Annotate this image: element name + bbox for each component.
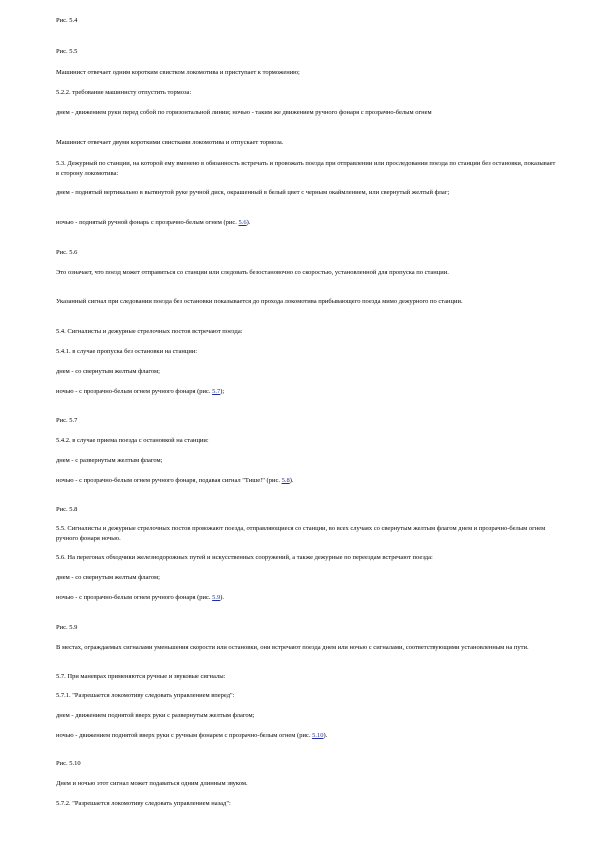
paragraph: 5.4. Сигналисты и дежурные стрелочных постов встречают поезда:	[56, 328, 243, 335]
paragraph	[56, 731, 556, 741]
paragraph-text: ночью - движением поднятой вверх руки с ручным фонарем с прозрачно-белым огнем (рис.	[56, 732, 313, 739]
figure-link[interactable]: 5.10	[312, 732, 324, 739]
figure-caption: Рис. 5.8	[56, 506, 78, 513]
paragraph-text: ).	[323, 732, 328, 739]
paragraph: 5.4.1. в случае пропуска без остановки на станции:	[56, 348, 198, 355]
figure-link[interactable]: 5.7	[212, 388, 221, 395]
paragraph: Днем и ночью этот сигнал может подаваться одним длинным звуком.	[56, 780, 248, 787]
figure-caption: Рис. 5.4	[56, 17, 78, 24]
paragraph	[56, 387, 556, 397]
figure-caption: Рис. 5.5	[56, 48, 78, 55]
paragraph-text: ночью - поднятый ручной фонарь с прозрачно-белым огнем (рис.	[56, 219, 239, 226]
figure-caption: Рис. 5.10	[56, 760, 81, 767]
paragraph-text: );	[220, 388, 225, 395]
paragraph	[56, 476, 556, 486]
paragraph-text: ).	[289, 477, 294, 484]
figure-link[interactable]: 5.8	[281, 477, 290, 484]
paragraph: 5.7.2. "Разрешается локомотиву следовать управлением назад":	[56, 800, 231, 807]
paragraph: днем - со свернутым желтым флагом;	[56, 574, 160, 581]
paragraph: 5.2.2. требование машинисту отпустить тормоза:	[56, 89, 192, 96]
paragraph: 5.7. При маневрах применяются ручные и звуковые сигналы:	[56, 673, 226, 680]
paragraph: Машинист отвечает двумя короткими свистками локомотива и отпускает тормоза.	[56, 139, 284, 146]
paragraph-text: ).	[220, 594, 225, 601]
paragraph	[56, 218, 556, 228]
paragraph: днем - поднятый вертикально в вытянутой руке ручной диск, окрашенный в белый цвет с черным окаймлением, или свернутый желтый флаг;	[56, 189, 450, 196]
paragraph: Это означает, что поезд может отправиться со станции или следовать безостановочно со скоростью, установленной для пропуска по станции.	[56, 269, 449, 276]
figure-link[interactable]: 5.9	[212, 594, 221, 601]
paragraph: 5.5. Сигналисты и дежурные стрелочных постов провожают поезда, отправляющиеся со станции, во всех случаях со свернутым желтым флагом днем и прозрачно-белым огнем ручного фонаря ночью.	[56, 525, 546, 542]
figure-caption: Рис. 5.9	[56, 624, 78, 631]
paragraph-text: ночью - с прозрачно-белым огнем ручного фонаря, подавая сигнал "Тише!" (рис.	[56, 477, 282, 484]
paragraph: 5.4.2. в случае приема поезда с остановкой на станции:	[56, 437, 209, 444]
figure-caption: Рис. 5.6	[56, 249, 78, 256]
paragraph-text: ночью - с прозрачно-белым огнем ручного фонаря (рис.	[56, 388, 213, 395]
paragraph: 5.7.1. "Разрешается локомотиву следовать управлением вперед":	[56, 692, 235, 699]
paragraph-text: ).	[246, 219, 251, 226]
paragraph: днем - движением руки перед собой по горизонтальной линии; ночью - таким же движением ручного фонаря с прозрачно-белым огнем	[56, 109, 432, 116]
figure-caption: Рис. 5.7	[56, 417, 78, 424]
figure-link[interactable]: 5.6	[238, 219, 247, 226]
paragraph: 5.6. На перегонах обходчики железнодорожных путей и искусственных сооружений, а также дежурные по переездам встречают поезда:	[56, 554, 433, 561]
paragraph: днем - со свернутым желтым флагом;	[56, 368, 160, 375]
paragraph: 5.3. Дежурный по станции, на которой ему вменено в обязанность встречать и провожать поезда при отправлении или проследовании поезда по станции без остановки, показывает в сторону локомотива:	[56, 160, 556, 177]
paragraph: Машинист отвечает одним коротким свистком локомотива и приступает к торможению;	[56, 69, 300, 76]
paragraph: В местах, ограждаемых сигналами уменьшения скорости или остановки, они встречают поезда днем или ночью с сигналами, соответствующими установленным на пути.	[56, 644, 529, 651]
paragraph	[56, 593, 556, 603]
paragraph: днем - с развернутым желтым флагом;	[56, 457, 163, 464]
paragraph: днем - движением поднятой вверх руки с развернутым желтым флагом;	[56, 712, 255, 719]
paragraph-text: ночью - с прозрачно-белым огнем ручного фонаря (рис.	[56, 594, 213, 601]
paragraph: Указанный сигнал при следовании поезда без остановки показывается до прохода локомотива прибывающего поезда мимо дежурного по станции.	[56, 298, 463, 305]
